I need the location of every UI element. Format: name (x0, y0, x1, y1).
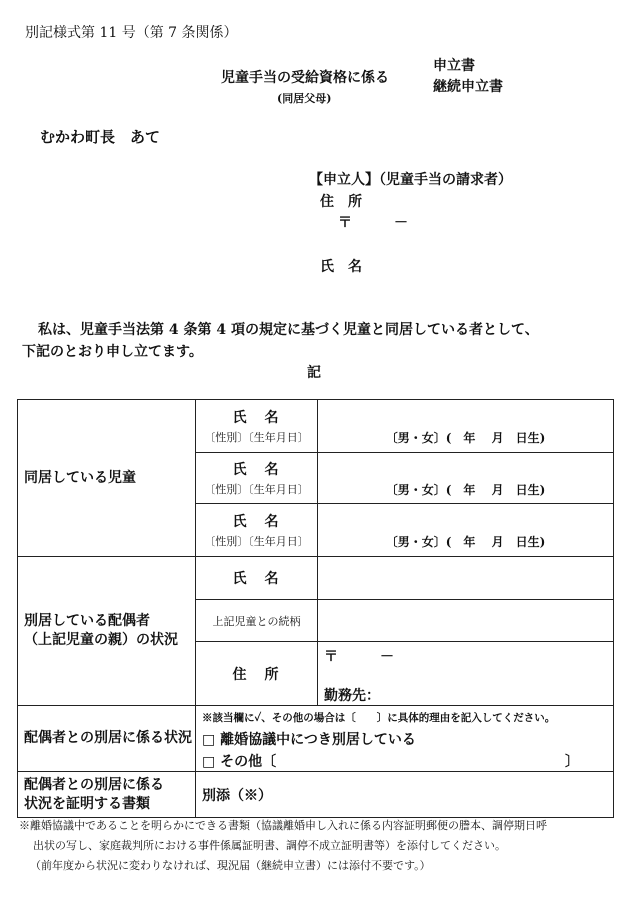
situation-instruction: ※該当欄に✓、その他の場合は〔 〕に具体的理由を記入してください。 (202, 712, 556, 724)
statement-line-1: 私は、児童手当法第 4 条第 4 項の規定に基づく児童と同居している者として、 (38, 322, 539, 338)
child-1-sub-label: 〔性別〕〔生年月日〕 (204, 431, 309, 444)
documents-value: 別添（※） (196, 772, 614, 818)
spouse-name-label: 氏 名 (232, 571, 281, 587)
child-3-gender-dob[interactable]: 〔男・女〕( 年 月 日生) (318, 504, 614, 557)
title-option-application: 申立書 (433, 58, 475, 74)
child-2-label (196, 453, 318, 504)
footnote-line-2: 出状の写し、家庭裁判所における事件係属証明書、調停不成立証明書等）を添付してください。 (22, 839, 506, 852)
situation-option-other-close: 〕 (565, 754, 579, 770)
spouse-relation-field[interactable] (318, 600, 614, 642)
ki-marker: 記 (307, 365, 321, 381)
spouse-section-label-1: 別居している配偶者 (24, 613, 150, 629)
child-3-name-label: 氏 名 (232, 514, 281, 530)
documents-label (18, 772, 196, 818)
situation-option-other[interactable]: □ その他〔 (202, 754, 277, 770)
spouse-section-label-2: （上記児童の親）の状況 (24, 632, 178, 648)
child-3-sub-label: 〔性別〕〔生年月日〕 (204, 535, 309, 548)
child-2-sub-label: 〔性別〕〔生年月日〕 (204, 483, 309, 496)
footnote-line-1: ※離婚協議中であることを明らかにできる書類（協議離婚申し入れに係る内容証明郵便の謄本、調停期日呼 (19, 819, 547, 832)
spouse-address-label: 住 所 (232, 666, 281, 683)
situation-label: 配偶者との別居に係る状況 (18, 706, 196, 772)
spouse-relation-label: 上記児童との続柄 (196, 600, 318, 642)
child-2-gender-dob[interactable]: 〔男・女〕( 年 月 日生) (318, 453, 614, 504)
child-1-label (196, 400, 318, 453)
form-title-subtext: (同居父母) (277, 92, 332, 105)
spouse-postal: 〒 － (324, 649, 394, 665)
title-option-continuation: 継続申立書 (433, 79, 503, 95)
application-table (17, 399, 614, 818)
applicant-postal: 〒 － (338, 215, 408, 231)
situation-option-other-row[interactable] (202, 751, 613, 771)
spouse-address-cell (196, 642, 318, 706)
situation-options (196, 706, 614, 772)
children-section-label: 同居している児童 (18, 400, 196, 557)
applicant-heading: 【申立人】（児童手当の請求者） (309, 172, 512, 188)
spouse-name-field[interactable] (318, 557, 614, 600)
applicant-name-label: 氏 名 (320, 259, 362, 275)
form-title: 児童手当の受給資格に係る (221, 70, 389, 86)
spouse-address-field[interactable] (318, 642, 614, 706)
child-2-name-label: 氏 名 (232, 462, 281, 478)
documents-label-2: 状況を証明する書類 (24, 795, 150, 812)
footnote-line-3: （前年度から状況に変わりなければ、現況届（継続申立書）には添付不要です。） (30, 859, 431, 872)
documents-label-1: 配偶者との別居に係る (24, 776, 164, 793)
applicant-address-label: 住 所 (320, 194, 362, 210)
footnotes (19, 816, 622, 876)
child-3-label (196, 504, 318, 557)
addressee: むかわ町長 あて (40, 128, 161, 146)
statement-line-2: 下記のとおり申し立てます。 (22, 344, 203, 360)
situation-option-divorce[interactable]: □ 離婚協議中につき別居している (202, 732, 416, 748)
spouse-section-label (18, 557, 196, 706)
spouse-name-cell (196, 557, 318, 600)
child-1-name-label: 氏 名 (232, 410, 281, 426)
spouse-workplace: 勤務先： (324, 688, 380, 704)
form-number: 別記様式第 11 号（第 7 条関係） (25, 25, 238, 41)
child-1-gender-dob[interactable]: 〔男・女〕( 年 月 日生) (318, 400, 614, 453)
